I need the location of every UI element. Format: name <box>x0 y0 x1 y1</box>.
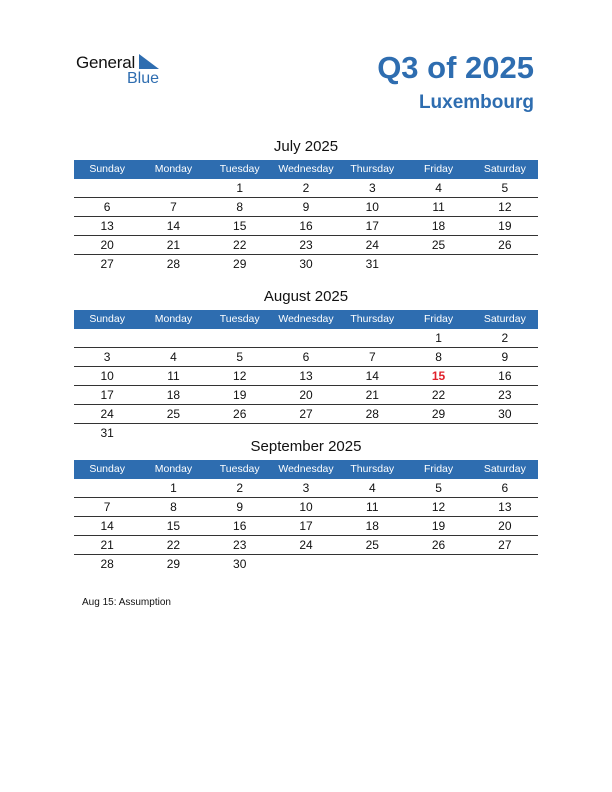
day-cell: 11 <box>140 367 206 386</box>
day-cell: 3 <box>74 348 140 367</box>
day-cell: 5 <box>405 479 471 498</box>
day-cell: 15 <box>207 217 273 236</box>
day-cell: 9 <box>472 348 538 367</box>
weekday-header: Thursday <box>339 460 405 479</box>
day-cell: 17 <box>273 517 339 536</box>
logo-triangle-icon <box>137 54 161 71</box>
day-cell: 18 <box>140 386 206 405</box>
day-cell: 15 <box>405 367 471 386</box>
day-cell: 28 <box>166 257 181 271</box>
day-cell: 24 <box>339 236 405 255</box>
day-cell: 8 <box>207 198 273 217</box>
day-cell: 1 <box>405 329 471 348</box>
day-cell: 30 <box>233 557 247 571</box>
day-cell: 20 <box>273 386 339 405</box>
day-cell: 28 <box>100 557 114 571</box>
weekday-header: Wednesday <box>273 310 339 329</box>
month-title: August 2025 <box>263 288 349 305</box>
weekday-header: Wednesday <box>273 460 339 479</box>
empty-day-cell <box>140 329 206 348</box>
empty-day-cell <box>74 479 140 498</box>
day-cell: 16 <box>273 217 339 236</box>
day-cell: 21 <box>339 386 405 405</box>
day-cell: 20 <box>472 517 538 536</box>
day-cell: 30 <box>299 257 313 271</box>
empty-day-cell <box>140 179 206 198</box>
day-cell: 22 <box>207 236 273 255</box>
weekday-header: Friday <box>405 310 471 329</box>
day-cell: 25 <box>140 405 206 424</box>
weekday-header: Monday <box>140 160 206 179</box>
day-cell: 13 <box>273 367 339 386</box>
day-cell: 21 <box>140 236 206 255</box>
day-cell: 17 <box>339 217 405 236</box>
page-subtitle: Luxembourg <box>418 92 534 113</box>
calendar-grid <box>74 310 538 443</box>
day-cell: 6 <box>472 479 538 498</box>
day-cell: 24 <box>273 536 339 555</box>
month-title: July 2025 <box>273 138 339 155</box>
weekday-header: Tuesday <box>207 160 273 179</box>
day-cell: 20 <box>74 236 140 255</box>
weekday-header: Sunday <box>74 460 140 479</box>
day-cell: 8 <box>140 498 206 517</box>
day-cell: 11 <box>339 498 405 517</box>
day-cell: 9 <box>273 198 339 217</box>
empty-day-cell <box>405 555 471 574</box>
month-august <box>74 288 538 443</box>
weekday-header: Thursday <box>339 310 405 329</box>
day-cell: 22 <box>405 386 471 405</box>
day-cell: 29 <box>405 405 471 424</box>
page-title: Q3 of 2025 <box>377 50 534 85</box>
empty-day-cell <box>74 329 140 348</box>
empty-day-cell <box>74 179 140 198</box>
day-cell: 25 <box>405 236 471 255</box>
empty-day-cell <box>273 329 339 348</box>
weekday-header: Monday <box>140 460 206 479</box>
day-cell: 14 <box>339 367 405 386</box>
day-cell: 23 <box>207 536 273 555</box>
day-cell: 16 <box>207 517 273 536</box>
day-cell: 3 <box>339 179 405 198</box>
weekday-header: Friday <box>405 160 471 179</box>
day-cell: 27 <box>100 257 114 271</box>
empty-day-cell <box>472 255 538 274</box>
day-cell: 26 <box>207 405 273 424</box>
day-cell: 26 <box>472 236 538 255</box>
empty-day-cell <box>405 255 471 274</box>
day-cell: 19 <box>472 217 538 236</box>
day-cell: 2 <box>273 179 339 198</box>
day-cell: 22 <box>140 536 206 555</box>
day-cell: 16 <box>472 367 538 386</box>
day-cell: 30 <box>472 405 538 424</box>
day-cell: 7 <box>339 348 405 367</box>
day-cell: 27 <box>472 536 538 555</box>
day-cell: 23 <box>472 386 538 405</box>
empty-day-cell <box>207 329 273 348</box>
month-title: September 2025 <box>250 438 362 455</box>
day-cell: 4 <box>140 348 206 367</box>
day-cell: 14 <box>140 217 206 236</box>
day-cell: 10 <box>74 367 140 386</box>
month-september <box>74 438 538 574</box>
day-cell: 15 <box>140 517 206 536</box>
day-cell: 19 <box>405 517 471 536</box>
weekday-header: Saturday <box>472 310 538 329</box>
day-cell: 12 <box>207 367 273 386</box>
day-cell: 4 <box>339 479 405 498</box>
day-cell: 17 <box>74 386 140 405</box>
day-cell: 1 <box>140 479 206 498</box>
day-cell: 14 <box>74 517 140 536</box>
day-cell: 31 <box>365 257 379 271</box>
day-cell: 6 <box>273 348 339 367</box>
empty-day-cell <box>273 555 339 574</box>
calendar-grid <box>74 460 538 574</box>
holiday-note: Aug 15: Assumption <box>82 597 171 608</box>
day-cell: 13 <box>472 498 538 517</box>
weekday-header: Sunday <box>74 310 140 329</box>
day-cell: 9 <box>207 498 273 517</box>
logo <box>76 52 176 92</box>
day-cell: 23 <box>273 236 339 255</box>
day-cell: 12 <box>472 198 538 217</box>
weekday-header: Tuesday <box>207 460 273 479</box>
day-cell: 19 <box>207 386 273 405</box>
day-cell: 12 <box>405 498 471 517</box>
weekday-header: Thursday <box>339 160 405 179</box>
day-cell: 10 <box>273 498 339 517</box>
day-cell: 26 <box>405 536 471 555</box>
logo-text-general: General <box>76 53 136 72</box>
day-cell: 25 <box>339 536 405 555</box>
day-cell: 5 <box>207 348 273 367</box>
empty-day-cell <box>472 555 538 574</box>
day-cell: 2 <box>472 329 538 348</box>
weekday-header: Saturday <box>472 160 538 179</box>
day-cell: 4 <box>405 179 471 198</box>
day-cell: 21 <box>74 536 140 555</box>
day-cell: 13 <box>74 217 140 236</box>
day-cell: 2 <box>207 479 273 498</box>
day-cell: 7 <box>74 498 140 517</box>
day-cell: 6 <box>74 198 140 217</box>
weekday-header: Sunday <box>74 160 140 179</box>
weekday-header: Tuesday <box>207 310 273 329</box>
day-cell: 10 <box>339 198 405 217</box>
weekday-header: Monday <box>140 310 206 329</box>
day-cell: 28 <box>339 405 405 424</box>
day-cell: 11 <box>405 198 471 217</box>
day-cell: 1 <box>207 179 273 198</box>
calendar-grid <box>74 160 538 274</box>
month-july <box>74 138 538 274</box>
day-cell: 29 <box>166 557 181 571</box>
day-cell: 3 <box>273 479 339 498</box>
weekday-header: Saturday <box>472 460 538 479</box>
empty-day-cell <box>339 555 405 574</box>
day-cell: 27 <box>273 405 339 424</box>
empty-day-cell <box>339 329 405 348</box>
day-cell: 18 <box>339 517 405 536</box>
day-cell: 7 <box>140 198 206 217</box>
weekday-header: Wednesday <box>273 160 339 179</box>
day-cell: 29 <box>233 257 247 271</box>
logo-text-blue: Blue <box>127 70 160 87</box>
day-cell: 31 <box>100 426 114 440</box>
weekday-header: Friday <box>405 460 471 479</box>
day-cell: 18 <box>405 217 471 236</box>
day-cell: 8 <box>405 348 471 367</box>
day-cell: 24 <box>74 405 140 424</box>
day-cell: 5 <box>472 179 538 198</box>
